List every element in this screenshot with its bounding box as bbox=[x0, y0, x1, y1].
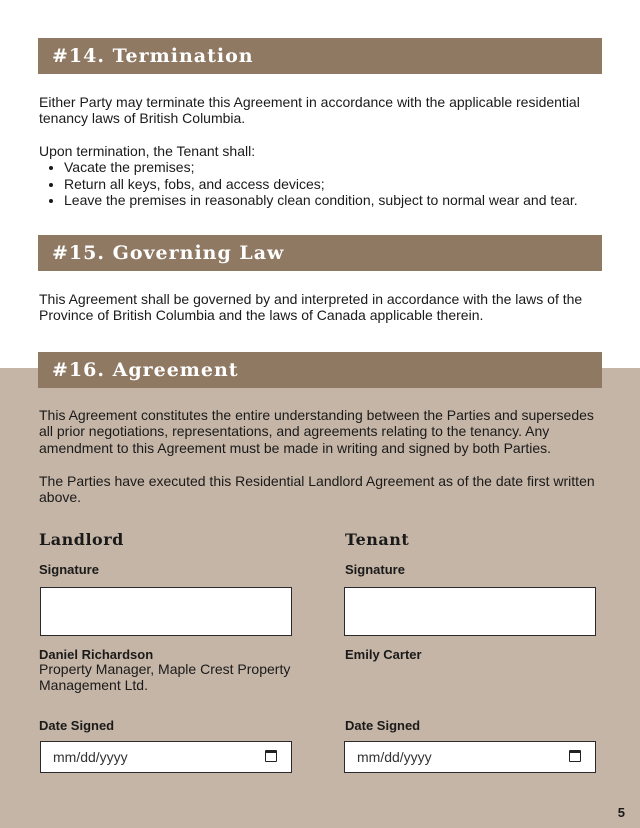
section-heading-termination: #14. Termination bbox=[38, 38, 602, 74]
calendar-icon[interactable] bbox=[569, 750, 581, 762]
termination-list bbox=[39, 159, 624, 209]
page-number: 5 bbox=[617, 805, 625, 820]
date-placeholder: mm/dd/yyyy bbox=[357, 749, 432, 765]
section-heading-governing-law: #15. Governing Law bbox=[38, 235, 602, 271]
list-item: • Return all keys, fobs, and access devices; bbox=[64, 176, 624, 193]
tenant-title: Tenant bbox=[345, 530, 410, 549]
section-heading-agreement: #16. Agreement bbox=[38, 352, 602, 388]
list-item: • Leave the premises in reasonably clean condition, subject to normal wear and tear. bbox=[64, 192, 624, 209]
landlord-title: Landlord bbox=[39, 530, 124, 549]
termination-upon: Upon termination, the Tenant shall: bbox=[39, 143, 256, 159]
date-placeholder: mm/dd/yyyy bbox=[53, 749, 128, 765]
landlord-signature-label: Signature bbox=[39, 562, 99, 577]
tenant-date-input[interactable] bbox=[344, 741, 596, 773]
tenant-signature-label: Signature bbox=[345, 562, 405, 577]
landlord-role: Property Manager, Maple Crest Property Management Ltd. bbox=[39, 661, 291, 693]
landlord-date-label: Date Signed bbox=[39, 718, 115, 733]
agreement-execution-text: The Parties have executed this Residential Landlord Agreement as of the date first written above. bbox=[39, 473, 595, 506]
governing-law-text: This Agreement shall be governed by and interpreted in accordance with the laws of the Province of British Columbia and the laws of Canada applicable therein. bbox=[39, 291, 583, 324]
tenant-date-label: Date Signed bbox=[345, 718, 421, 733]
tenant-signature-field[interactable] bbox=[344, 587, 596, 636]
landlord-date-input[interactable] bbox=[40, 741, 292, 773]
landlord-signature-field[interactable] bbox=[40, 587, 292, 636]
calendar-icon[interactable] bbox=[265, 750, 277, 762]
tenant-name: Emily Carter bbox=[345, 647, 422, 662]
landlord-name: Daniel Richardson bbox=[39, 647, 154, 662]
agreement-text: This Agreement constitutes the entire understanding between the Parties and supersedes all prior negotiations, representations, and agreements relating to the tenancy. Any amendment to this Agreement must be made in writing and signed by both Parties. bbox=[39, 407, 594, 456]
list-item: • Vacate the premises; bbox=[64, 159, 624, 176]
termination-intro: Either Party may terminate this Agreement in accordance with the applicable residential tenancy laws of British Columbia. bbox=[39, 94, 580, 127]
